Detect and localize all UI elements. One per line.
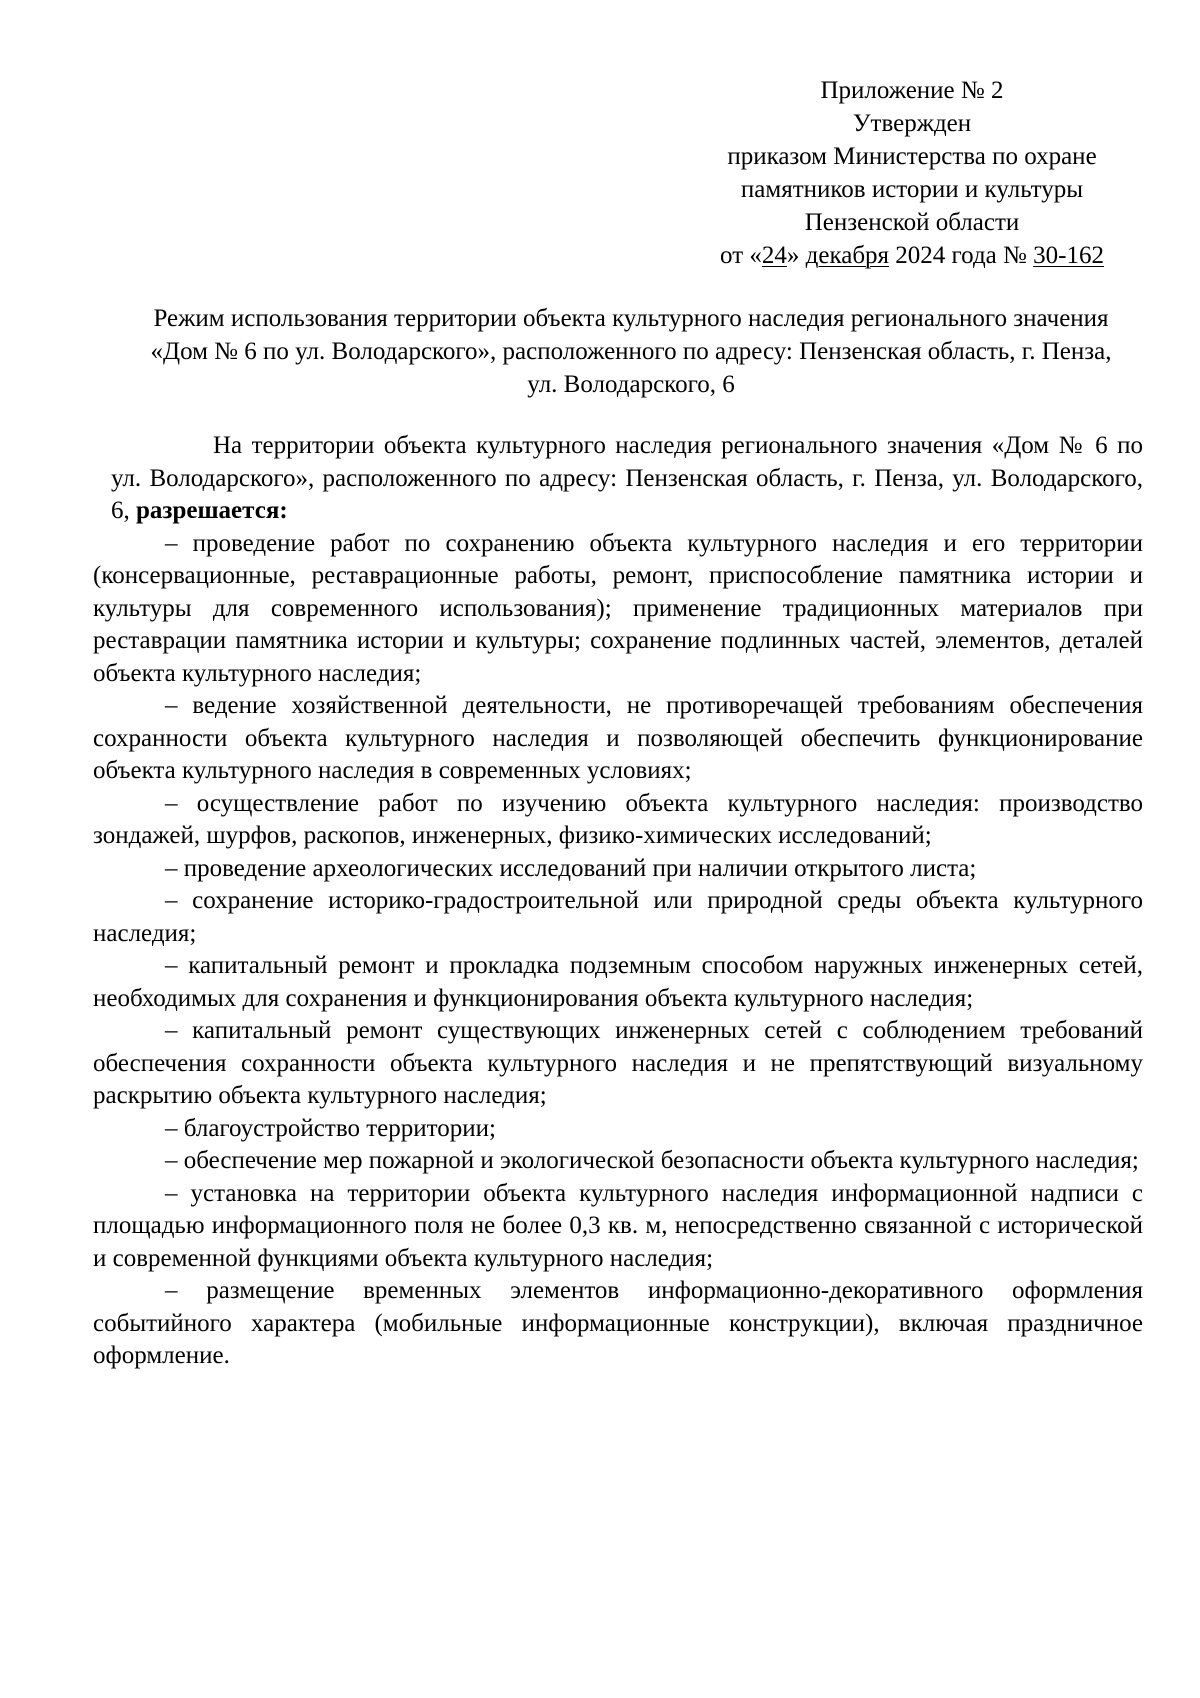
permitted-list	[93, 528, 1143, 1373]
list-item	[93, 1015, 1143, 1113]
intro-paragraph	[93, 430, 1143, 528]
list-item-text: ведение хозяйственной деятельности, не противоречащей требованиям обеспечения сохранности объекта культурного наследия и позволяющей обеспечить функционирование объекта культурного наследия в современных условиях;	[93, 692, 1143, 784]
list-item	[93, 788, 1143, 853]
list-item-text: осуществление работ по изучению объекта культурного наследия: производство зондажей, шурфов, раскопов, инженерных, физико-химических исследований;	[93, 789, 1144, 849]
order-issuer-line-3: Пензенской области	[804, 209, 1020, 236]
dash-marker: –	[165, 887, 178, 914]
list-item	[93, 528, 1143, 691]
dash-marker: –	[165, 1147, 178, 1174]
document-body	[93, 430, 1143, 1373]
date-day: 24	[761, 242, 787, 269]
order-issuer-line-2: памятников истории и культуры	[740, 176, 1084, 203]
document-title: Режим использования территории объекта культурного наследия регионального значения «Дом № 6 по ул. Володарского», расположенного по адресу: Пензенская область, г. Пенза, ул. Володарского, 6	[150, 305, 1112, 398]
list-item	[93, 885, 1143, 950]
order-issuer-line-1: приказом Министерства по охране	[727, 143, 1097, 170]
dash-marker: –	[165, 1277, 178, 1304]
dash-marker: –	[165, 854, 178, 882]
list-item	[93, 1113, 1143, 1146]
list-item-text: обеспечение мер пожарной и экологической безопасности объекта культурного наследия;	[183, 1147, 1139, 1174]
order-date-line	[672, 239, 1152, 272]
date-prefix: от «	[720, 242, 762, 269]
dash-marker: –	[165, 1017, 178, 1044]
dash-marker: –	[165, 789, 178, 817]
appendix-number: Приложение № 2	[820, 77, 1004, 104]
list-item	[93, 1178, 1143, 1276]
list-item-text: установка на территории объекта культурного наследия информационной надписи с площадью информационного поля не более 0,3 кв. м, непосредственно связанной с исторической и современной функциями объекта культурного наследия;	[93, 1179, 1144, 1272]
list-item-text: размещение временных элементов информационно-декоративного оформления событийного характера (мобильные информационные конструкции), включая праздничное оформление.	[93, 1277, 1144, 1369]
list-item	[93, 690, 1143, 788]
list-item	[93, 950, 1143, 1015]
dash-marker: –	[165, 1179, 178, 1207]
list-item-text: благоустройство территории;	[183, 1114, 496, 1142]
date-mid: »	[786, 242, 806, 269]
list-item	[93, 853, 1143, 886]
list-item-text: проведение археологических исследований при наличии открытого листа;	[183, 854, 977, 882]
dash-marker: –	[165, 1114, 178, 1142]
list-item	[93, 1275, 1143, 1373]
date-month: декабря	[805, 242, 890, 269]
list-item-text: капитальный ремонт существующих инженерных сетей с соблюдением требований обеспечения сохранности объекта культурного наследия и не препятствующий визуальному раскрытию объекта культурного наследия;	[93, 1017, 1143, 1109]
intro-text: На территории объекта культурного наследия регионального значения «Дом № 6 по ул. Володарского», расположенного по адресу: Пензенская область, г. Пенза, ул. Володарского, 6,	[111, 432, 1143, 524]
dash-marker: –	[165, 692, 178, 719]
approved-label: Утвержден	[852, 110, 972, 137]
list-item-text: проведение работ по сохранению объекта культурного наследия и его территории (консервационные, реставрационные работы, ремонт, приспособление памятника истории и культуры для современного использования); применение традиционных материалов при реставрации памятника истории и культуры; сохранение подлинных частей, элементов, деталей объекта культурного наследия;	[93, 529, 1144, 687]
list-item	[93, 1145, 1143, 1178]
order-number: 30-162	[1033, 242, 1104, 269]
date-year: 2024 года №	[889, 242, 1034, 269]
approval-block	[672, 74, 1152, 272]
dash-marker: –	[165, 952, 178, 979]
list-item-text: капитальный ремонт и прокладка подземным способом наружных инженерных сетей, необходимых для сохранения и функционирования объекта культурного наследия;	[93, 952, 1144, 1012]
dash-marker: –	[165, 529, 178, 557]
intro-bold: разрешается:	[136, 497, 288, 524]
list-item-text: сохранение историко-градостроительной или природной среды объекта культурного наследия;	[93, 887, 1143, 947]
